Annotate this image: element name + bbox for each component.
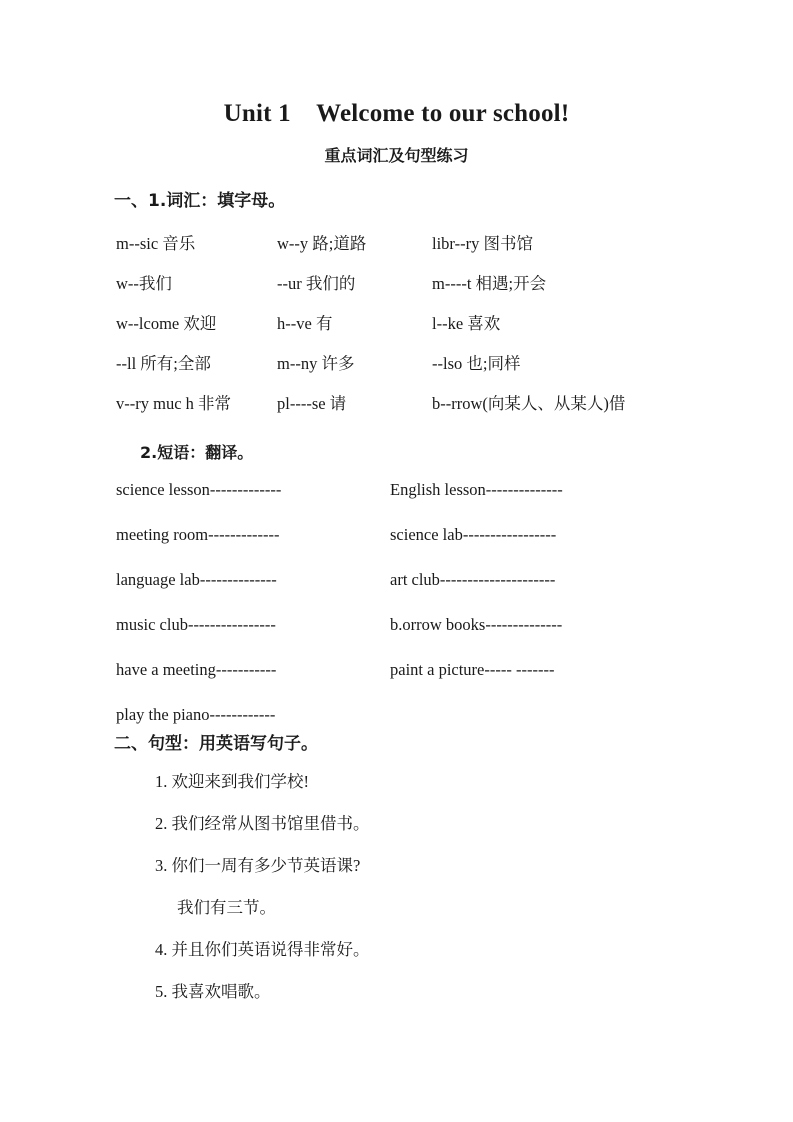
sentence-list xyxy=(155,768,715,1020)
phrase-item: play the piano------------ xyxy=(116,705,276,724)
phrase-item: have a meeting----------- xyxy=(116,660,277,679)
sentence-item: 4. 并且你们英语说得非常好。 xyxy=(155,940,370,959)
vocabulary-item: b--rrow(向某人、从某人)借 xyxy=(432,394,626,413)
vocabulary-item: --lso 也;同样 xyxy=(432,354,521,373)
vocabulary-item: h--ve 有 xyxy=(277,314,333,333)
phrases-heading: 2.短语：翻译。 xyxy=(140,443,254,462)
vocabulary-row xyxy=(114,270,714,310)
section-two-heading: 二、句型：用英语写句子。 xyxy=(114,734,318,754)
sentence-item: 3. 你们一周有多少节英语课? xyxy=(155,856,361,875)
vocabulary-item: w--y 路;道路 xyxy=(277,234,367,253)
page-subtitle: 重点词汇及句型练习 xyxy=(324,146,469,165)
phrase-row xyxy=(114,525,724,570)
vocabulary-item: pl----se 请 xyxy=(277,394,347,413)
phrase-item: meeting room------------- xyxy=(116,525,280,544)
vocabulary-row xyxy=(114,390,714,430)
vocabulary-row xyxy=(114,310,714,350)
sentence-item: 2. 我们经常从图书馆里借书。 xyxy=(155,814,370,833)
vocabulary-row xyxy=(114,230,714,270)
vocabulary-item: m--sic 音乐 xyxy=(116,234,196,253)
vocabulary-item: w--我们 xyxy=(116,274,172,293)
vocabulary-item: l--ke 喜欢 xyxy=(432,314,501,333)
phrase-item: science lab----------------- xyxy=(390,525,557,544)
phrase-row xyxy=(114,660,724,705)
sentence-item: 1. 欢迎来到我们学校! xyxy=(155,772,309,791)
vocabulary-item: m----t 相遇;开会 xyxy=(432,274,547,293)
phrase-row xyxy=(114,615,724,660)
phrase-item: paint a picture----- ------- xyxy=(390,660,555,679)
phrase-grid xyxy=(114,480,724,750)
vocabulary-item: v--ry muc h 非常 xyxy=(116,394,232,413)
phrase-item: art club--------------------- xyxy=(390,570,556,589)
vocabulary-row xyxy=(114,350,714,390)
vocabulary-item: libr--ry 图书馆 xyxy=(432,234,533,253)
phrase-row xyxy=(114,570,724,615)
phrase-item: music club---------------- xyxy=(116,615,276,634)
phrase-item: science lesson------------- xyxy=(116,480,282,499)
phrase-item: English lesson-------------- xyxy=(390,480,563,499)
page-title: Unit 1 Welcome to our school! xyxy=(223,100,570,127)
phrase-item: b.orrow books-------------- xyxy=(390,615,563,634)
phrase-item: language lab-------------- xyxy=(116,570,277,589)
sentence-item-answer: 我们有三节。 xyxy=(177,898,276,917)
sentence-item: 5. 我喜欢唱歌。 xyxy=(155,982,271,1001)
vocabulary-item: m--ny 许多 xyxy=(277,354,355,373)
vocabulary-grid xyxy=(114,230,714,430)
vocabulary-item: --ur 我们的 xyxy=(277,274,356,293)
phrase-row xyxy=(114,480,724,525)
section-one-heading: 一、1.词汇：填字母。 xyxy=(114,191,286,211)
vocabulary-item: w--lcome 欢迎 xyxy=(116,314,217,333)
vocabulary-item: --ll 所有;全部 xyxy=(116,354,211,373)
